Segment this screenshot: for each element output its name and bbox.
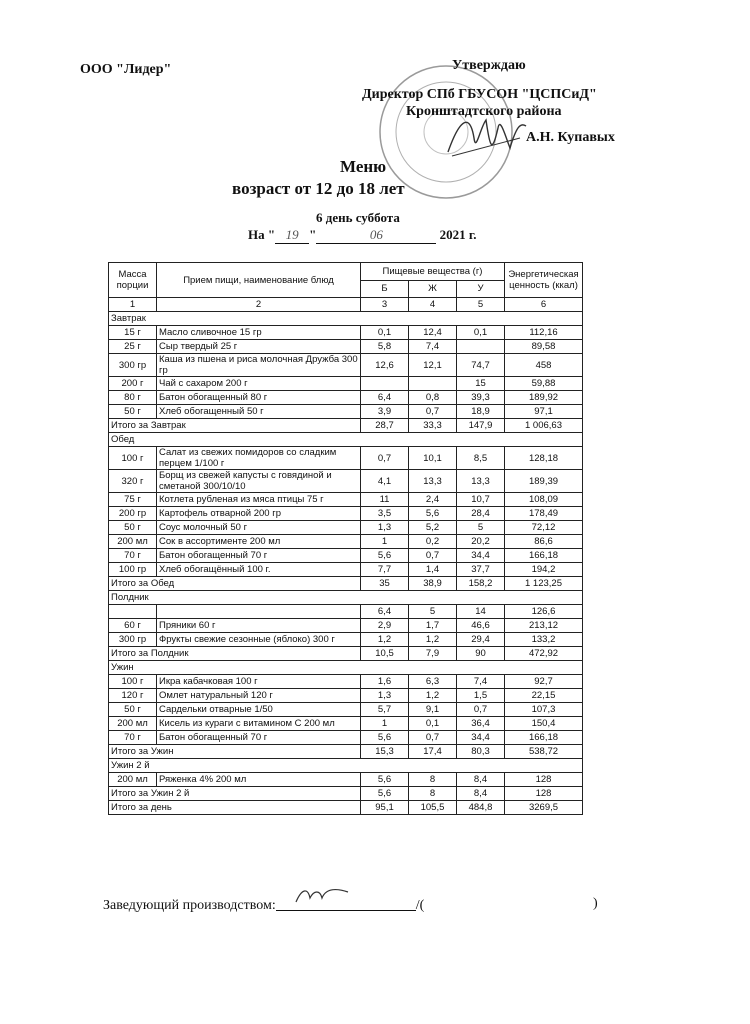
dish-name-cell: Икра кабачковая 100 г: [157, 675, 361, 689]
section-header-row: [109, 661, 583, 675]
protein-cell: 0,7: [361, 447, 409, 470]
dish-name-cell: Борщ из свежей капусты с говядиной и сметаной 300/10/10: [157, 470, 361, 493]
fat-cell: 0,7: [409, 731, 457, 745]
fat-cell: 7,4: [409, 340, 457, 354]
fat-cell: 5,6: [409, 507, 457, 521]
energy-cell: 107,3: [505, 703, 583, 717]
dish-name-cell: Чай с сахаром 200 г: [157, 377, 361, 391]
carbs-cell: [457, 340, 505, 354]
protein-cell: 5,6: [361, 731, 409, 745]
mass-cell: 200 г: [109, 377, 157, 391]
table-row: [109, 391, 583, 405]
age-range: возраст от 12 до 18 лет: [232, 179, 405, 198]
col-number: 3: [361, 298, 409, 312]
energy-cell: 92,7: [505, 675, 583, 689]
menu-table-body: [109, 312, 583, 815]
carbs-cell: 29,4: [457, 633, 505, 647]
carbs-cell: 7,4: [457, 675, 505, 689]
total-energy: 472,92: [505, 647, 583, 661]
col-dish-header: Прием пищи, наименование блюд: [157, 263, 361, 298]
menu-table: [108, 262, 583, 815]
table-row: [109, 633, 583, 647]
protein-cell: [361, 377, 409, 391]
protein-cell: 0,1: [361, 326, 409, 340]
energy-cell: 97,1: [505, 405, 583, 419]
total-carbs: 158,2: [457, 577, 505, 591]
table-row: [109, 340, 583, 354]
total-energy: 128: [505, 787, 583, 801]
energy-cell: 108,09: [505, 493, 583, 507]
dish-name-cell: Кисель из кураги с витамином С 200 мл: [157, 717, 361, 731]
mass-cell: 80 г: [109, 391, 157, 405]
protein-cell: 3,9: [361, 405, 409, 419]
fat-cell: 2,4: [409, 493, 457, 507]
dish-name-cell: Картофель отварной 200 гр: [157, 507, 361, 521]
organization-name: ООО "Лидер": [80, 62, 172, 77]
mass-cell: [109, 605, 157, 619]
total-label: Итого за Полдник: [109, 647, 361, 661]
dish-name-cell: Масло сливочное 15 гр: [157, 326, 361, 340]
day-total-fat: 105,5: [409, 801, 457, 815]
fat-cell: [409, 377, 457, 391]
carbs-cell: 20,2: [457, 535, 505, 549]
section-total-row: [109, 745, 583, 759]
dish-name-cell: Сардельки отварные 1/50: [157, 703, 361, 717]
mass-cell: 100 г: [109, 675, 157, 689]
dish-name-cell: Омлет натуральный 120 г: [157, 689, 361, 703]
table-row: [109, 447, 583, 470]
table-row: [109, 470, 583, 493]
document-title: Меню: [340, 157, 387, 176]
protein-cell: 1,3: [361, 689, 409, 703]
section-title: Завтрак: [109, 312, 583, 326]
energy-cell: 128: [505, 773, 583, 787]
protein-cell: 12,6: [361, 354, 409, 377]
carbs-cell: 28,4: [457, 507, 505, 521]
total-label: Итого за Ужин 2 й: [109, 787, 361, 801]
date-mid: ": [309, 227, 317, 242]
total-protein: 10,5: [361, 647, 409, 661]
table-row: [109, 731, 583, 745]
energy-cell: 458: [505, 354, 583, 377]
date-month: 06: [316, 227, 436, 244]
mass-cell: 200 гр: [109, 507, 157, 521]
col-number: 5: [457, 298, 505, 312]
fat-cell: 1,2: [409, 633, 457, 647]
total-fat: 7,9: [409, 647, 457, 661]
col-number: 1: [109, 298, 157, 312]
mass-cell: 100 г: [109, 447, 157, 470]
total-fat: 8: [409, 787, 457, 801]
protein-cell: 6,4: [361, 391, 409, 405]
col-b-header: Б: [361, 280, 409, 298]
date-prefix: На ": [248, 227, 276, 242]
total-carbs: 80,3: [457, 745, 505, 759]
table-row: [109, 354, 583, 377]
fat-cell: 12,4: [409, 326, 457, 340]
fat-cell: 0,8: [409, 391, 457, 405]
col-number: 6: [505, 298, 583, 312]
energy-cell: 133,2: [505, 633, 583, 647]
total-label: Итого за Обед: [109, 577, 361, 591]
section-total-row: [109, 577, 583, 591]
total-protein: 15,3: [361, 745, 409, 759]
carbs-cell: 74,7: [457, 354, 505, 377]
section-header-row: [109, 759, 583, 773]
mass-cell: 70 г: [109, 549, 157, 563]
col-nutrients-header: Пищевые вещества (г): [361, 263, 505, 281]
section-header-row: [109, 312, 583, 326]
dish-name-cell: Батон обогащенный 70 г: [157, 549, 361, 563]
mass-cell: 200 мл: [109, 717, 157, 731]
section-title: Ужин: [109, 661, 583, 675]
mass-cell: 70 г: [109, 731, 157, 745]
energy-cell: 166,18: [505, 731, 583, 745]
table-row: [109, 563, 583, 577]
approve-label: Утверждаю: [452, 58, 526, 73]
protein-cell: 1: [361, 535, 409, 549]
fat-cell: 13,3: [409, 470, 457, 493]
column-numbers-row: [109, 298, 583, 312]
mass-cell: 50 г: [109, 521, 157, 535]
protein-cell: 6,4: [361, 605, 409, 619]
energy-cell: 59,88: [505, 377, 583, 391]
table-row: [109, 605, 583, 619]
carbs-cell: 8,5: [457, 447, 505, 470]
mass-cell: 100 гр: [109, 563, 157, 577]
col-number: 2: [157, 298, 361, 312]
protein-cell: 2,9: [361, 619, 409, 633]
mass-cell: 300 гр: [109, 633, 157, 647]
carbs-cell: 15: [457, 377, 505, 391]
carbs-cell: 34,4: [457, 731, 505, 745]
table-row: [109, 493, 583, 507]
footer-label: Заведующий производством:: [103, 898, 276, 913]
protein-cell: 5,8: [361, 340, 409, 354]
carbs-cell: 0,1: [457, 326, 505, 340]
day-total-row: [109, 801, 583, 815]
total-carbs: 8,4: [457, 787, 505, 801]
col-mass-header: Масса порции: [109, 263, 157, 298]
total-protein: 5,6: [361, 787, 409, 801]
dish-name-cell: Сыр твердый 25 г: [157, 340, 361, 354]
dish-name-cell: Батон обогащенный 80 г: [157, 391, 361, 405]
protein-cell: 5,6: [361, 549, 409, 563]
manager-signature: [292, 884, 352, 906]
carbs-cell: 46,6: [457, 619, 505, 633]
mass-cell: 60 г: [109, 619, 157, 633]
dish-name-cell: Сок в ассортименте 200 мл: [157, 535, 361, 549]
table-row: [109, 377, 583, 391]
mass-cell: 200 мл: [109, 535, 157, 549]
energy-cell: 112,16: [505, 326, 583, 340]
total-label: Итого за Завтрак: [109, 419, 361, 433]
energy-cell: 150,4: [505, 717, 583, 731]
energy-cell: 194,2: [505, 563, 583, 577]
total-carbs: 147,9: [457, 419, 505, 433]
table-row: [109, 717, 583, 731]
footer-slash: /(: [415, 898, 425, 913]
section-total-row: [109, 647, 583, 661]
dish-name-cell: Батон обогащенный 70 г: [157, 731, 361, 745]
energy-cell: 178,49: [505, 507, 583, 521]
carbs-cell: 18,9: [457, 405, 505, 419]
fat-cell: 1,2: [409, 689, 457, 703]
protein-cell: 11: [361, 493, 409, 507]
energy-cell: 189,39: [505, 470, 583, 493]
protein-cell: 5,6: [361, 773, 409, 787]
mass-cell: 50 г: [109, 703, 157, 717]
table-row: [109, 535, 583, 549]
col-zh-header: Ж: [409, 280, 457, 298]
protein-cell: 7,7: [361, 563, 409, 577]
carbs-cell: 10,7: [457, 493, 505, 507]
carbs-cell: 8,4: [457, 773, 505, 787]
total-fat: 33,3: [409, 419, 457, 433]
day-total-energy: 3269,5: [505, 801, 583, 815]
table-row: [109, 326, 583, 340]
protein-cell: 5,7: [361, 703, 409, 717]
mass-cell: 200 мл: [109, 773, 157, 787]
dish-name-cell: [157, 605, 361, 619]
table-row: [109, 507, 583, 521]
signer-name: А.Н. Купавых: [526, 130, 615, 145]
protein-cell: 1: [361, 717, 409, 731]
protein-cell: 1,2: [361, 633, 409, 647]
section-header-row: [109, 433, 583, 447]
total-protein: 35: [361, 577, 409, 591]
dish-name-cell: Салат из свежих помидоров со сладким перцем 1/100 г: [157, 447, 361, 470]
fat-cell: 0,1: [409, 717, 457, 731]
section-total-row: [109, 787, 583, 801]
fat-cell: 1,4: [409, 563, 457, 577]
total-energy: 1 123,25: [505, 577, 583, 591]
carbs-cell: 39,3: [457, 391, 505, 405]
col-u-header: У: [457, 280, 505, 298]
fat-cell: 0,7: [409, 405, 457, 419]
mass-cell: 300 гр: [109, 354, 157, 377]
fat-cell: 8: [409, 773, 457, 787]
table-row: [109, 619, 583, 633]
mass-cell: 50 г: [109, 405, 157, 419]
district-name: Кронштадтского района: [406, 104, 562, 119]
energy-cell: 72,12: [505, 521, 583, 535]
table-row: [109, 521, 583, 535]
carbs-cell: 13,3: [457, 470, 505, 493]
fat-cell: 5: [409, 605, 457, 619]
date-day: 19: [275, 227, 309, 244]
col-energy-header: Энергетическая ценность (ккал): [505, 263, 583, 298]
section-title: Обед: [109, 433, 583, 447]
section-header-row: [109, 591, 583, 605]
table-row: [109, 773, 583, 787]
mass-cell: 25 г: [109, 340, 157, 354]
energy-cell: 86,6: [505, 535, 583, 549]
fat-cell: 9,1: [409, 703, 457, 717]
fat-cell: 6,3: [409, 675, 457, 689]
day-total-protein: 95,1: [361, 801, 409, 815]
table-row: [109, 549, 583, 563]
day-label: 6 день суббота: [316, 210, 400, 225]
energy-cell: 126,6: [505, 605, 583, 619]
protein-cell: 3,5: [361, 507, 409, 521]
day-total-label: Итого за день: [109, 801, 361, 815]
dish-name-cell: Хлеб обогащенный 50 г: [157, 405, 361, 419]
fat-cell: 12,1: [409, 354, 457, 377]
fat-cell: 0,2: [409, 535, 457, 549]
dish-name-cell: Пряники 60 г: [157, 619, 361, 633]
carbs-cell: 37,7: [457, 563, 505, 577]
fat-cell: 1,7: [409, 619, 457, 633]
energy-cell: 166,18: [505, 549, 583, 563]
mass-cell: 120 г: [109, 689, 157, 703]
dish-name-cell: Котлета рубленая из мяса птицы 75 г: [157, 493, 361, 507]
dish-name-cell: Соус молочный 50 г: [157, 521, 361, 535]
mass-cell: 15 г: [109, 326, 157, 340]
date-year: 2021 г.: [439, 227, 477, 242]
carbs-cell: 36,4: [457, 717, 505, 731]
total-energy: 538,72: [505, 745, 583, 759]
total-fat: 17,4: [409, 745, 457, 759]
section-title: Ужин 2 й: [109, 759, 583, 773]
dish-name-cell: Ряженка 4% 200 мл: [157, 773, 361, 787]
fat-cell: 5,2: [409, 521, 457, 535]
fat-cell: 0,7: [409, 549, 457, 563]
protein-cell: 1,3: [361, 521, 409, 535]
footer-signature-line: [103, 896, 598, 914]
total-label: Итого за Ужин: [109, 745, 361, 759]
carbs-cell: 34,4: [457, 549, 505, 563]
total-protein: 28,7: [361, 419, 409, 433]
energy-cell: 22,15: [505, 689, 583, 703]
table-row: [109, 689, 583, 703]
energy-cell: 189,92: [505, 391, 583, 405]
director-title: Директор СПб ГБУСОН "ЦСПСиД": [362, 87, 597, 102]
carbs-cell: 14: [457, 605, 505, 619]
day-total-carbs: 484,8: [457, 801, 505, 815]
energy-cell: 128,18: [505, 447, 583, 470]
fat-cell: 10,1: [409, 447, 457, 470]
col-number: 4: [409, 298, 457, 312]
section-total-row: [109, 419, 583, 433]
table-row: [109, 675, 583, 689]
mass-cell: 320 г: [109, 470, 157, 493]
carbs-cell: 5: [457, 521, 505, 535]
total-carbs: 90: [457, 647, 505, 661]
carbs-cell: 1,5: [457, 689, 505, 703]
date-line: [248, 227, 477, 244]
total-energy: 1 006,63: [505, 419, 583, 433]
total-fat: 38,9: [409, 577, 457, 591]
footer-close-paren: ): [593, 896, 598, 911]
section-title: Полдник: [109, 591, 583, 605]
energy-cell: 89,58: [505, 340, 583, 354]
carbs-cell: 0,7: [457, 703, 505, 717]
table-row: [109, 703, 583, 717]
protein-cell: 4,1: [361, 470, 409, 493]
dish-name-cell: Хлеб обогащённый 100 г.: [157, 563, 361, 577]
mass-cell: 75 г: [109, 493, 157, 507]
dish-name-cell: Каша из пшена и риса молочная Дружба 300 гр: [157, 354, 361, 377]
energy-cell: 213,12: [505, 619, 583, 633]
dish-name-cell: Фрукты свежие сезонные (яблоко) 300 г: [157, 633, 361, 647]
table-row: [109, 405, 583, 419]
protein-cell: 1,6: [361, 675, 409, 689]
